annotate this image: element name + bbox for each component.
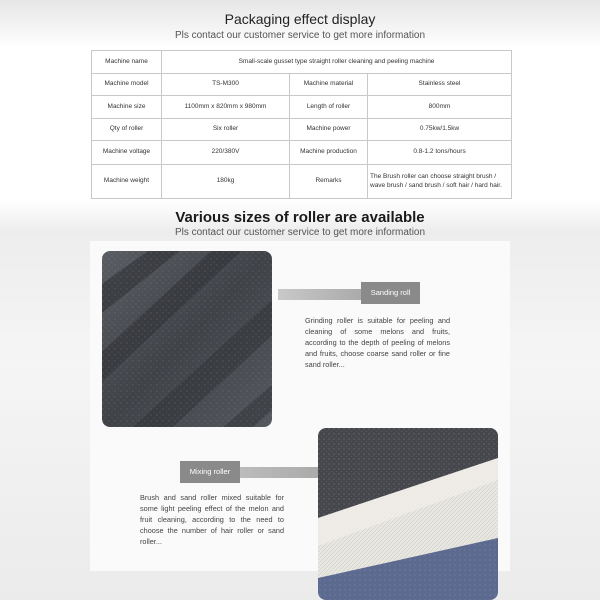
spec-label: Machine production: [290, 141, 368, 165]
spec-row: [92, 165, 512, 199]
mixing-roller-image: [318, 428, 498, 600]
spec-label: Qty of roller: [92, 119, 162, 141]
spec-value: 180kg: [162, 165, 290, 199]
spec-label: Machine size: [92, 96, 162, 119]
spec-label: Machine material: [290, 74, 368, 96]
spec-value: TS-M300: [162, 74, 290, 96]
mixing-roller-tag: Mixing roller: [180, 461, 240, 483]
spec-label: Machine model: [92, 74, 162, 96]
sanding-roll-photo: [102, 251, 272, 427]
mixing-roller-photo: [318, 428, 498, 600]
sanding-roll-divider: [278, 289, 368, 300]
sanding-roll-description: Grinding roller is suitable for peeling and cleaning of some melons and fruits, according to the depth of peeling of melons and fruits, choose coarse sand roller or fine sand roller...: [305, 316, 450, 369]
spec-row: [92, 119, 512, 141]
spec-row: [92, 96, 512, 119]
spec-value: 0.75kw/1.5kw: [368, 119, 512, 141]
spec-row: [92, 141, 512, 165]
section-subtitle-packaging: Pls contact our customer service to get more information: [174, 30, 426, 41]
sanding-roll-image: [102, 251, 272, 427]
spec-value: Stainless steel: [368, 74, 512, 96]
spec-label: Remarks: [290, 165, 368, 199]
spec-value: 220/380V: [162, 141, 290, 165]
spec-row: [92, 74, 512, 96]
spec-table: [91, 50, 512, 199]
spec-value: 0.8-1.2 tons/hours: [368, 141, 512, 165]
spec-value: 800mm: [368, 96, 512, 119]
spec-label: Length of roller: [290, 96, 368, 119]
spec-label: Machine name: [92, 51, 162, 74]
mixing-roller-description: Brush and sand roller mixed suitable for some light peeling effect of the melon and fruit cleaning, according to the need to choose the number of hair roller or sand roller...: [140, 493, 284, 546]
section-subtitle-rollers: Pls contact our customer service to get more information: [174, 227, 426, 238]
section-title-rollers: Various sizes of roller are available: [175, 209, 425, 226]
spec-value: Six roller: [162, 119, 290, 141]
spec-value: Small-scale gusset type straight roller cleaning and peeling machine: [162, 51, 512, 74]
spec-value: 1100mm x 820mm x 980mm: [162, 96, 290, 119]
spec-label: Machine weight: [92, 165, 162, 199]
spec-label: Machine voltage: [92, 141, 162, 165]
section-title-packaging: Packaging effect display: [224, 11, 376, 27]
spec-value: The Brush roller can choose straight brush / wave brush / sand brush / soft hair / hard hair.: [368, 165, 512, 199]
sanding-roll-tag: Sanding roll: [361, 282, 420, 304]
spec-label: Machine power: [290, 119, 368, 141]
spec-row: [92, 51, 512, 74]
